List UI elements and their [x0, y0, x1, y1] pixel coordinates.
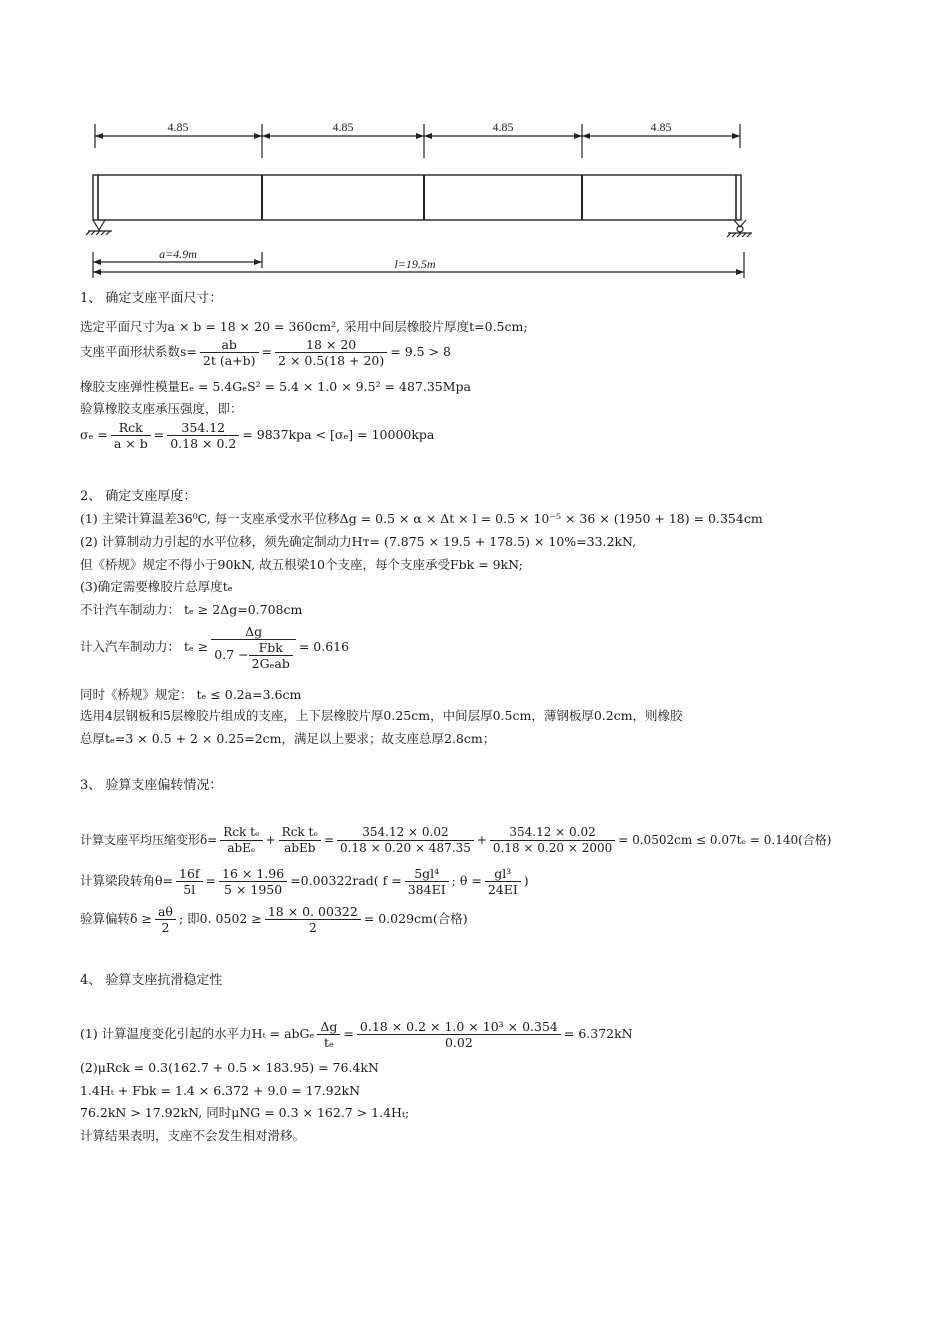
span-label-1: 4.85	[167, 120, 189, 134]
fraction: $\frac{a\theta}{2}$	[155, 904, 176, 935]
s2-line-4: (3)确定需要橡胶片总厚度tₑ	[80, 579, 233, 594]
fraction: $\frac{18 \times 0. 00322}{2}$	[265, 904, 361, 935]
s1-line-4: 验算橡胶支座承压强度，即：	[80, 401, 243, 416]
s2-line-3: 但《桥规》规定不得小于90kN, 故五根梁10个支座，每个支座承受Fbk = 9kN;	[80, 557, 523, 572]
fraction: $\frac{16f}{5l}$	[176, 866, 203, 897]
beam-rect	[93, 175, 741, 220]
s1-line-5: σₑ = $\frac{\text{Rck}}{a \times b}$ = $\frac{354.12}{0.18 \times 0.2}$ = 9837kpa < [σₑ] = 10000kpa	[80, 420, 435, 451]
s3-line-1: 计算支座平均压缩变形δ= $\frac{\text{Rck tₑ}}{\text{abEₑ}}$ + $\frac{\text{Rck tₑ}}{\text{abEb}}$ = $\frac{354.12 \times 0.02}{0.18 \times 0.20 \times 487.35}$ + $\frac{354.12 \times 0.02}{0.18 \times 0.20 \times 2000}$ = 0.0502cm ≤ 0.07tₑ = 0.140(合格)	[80, 825, 832, 855]
fraction: $\frac{\text{5gl⁴}}{384EI}$	[405, 866, 449, 897]
s2-line-9: 总厚tₑ=3 × 0.5 + 2 × 0.25=2cm，满足以上要求；故支座总厚2.8cm；	[80, 731, 496, 746]
fraction: $\frac{\text{Rck}}{a \times b}$	[111, 420, 151, 451]
s2-line-5: 不计汽车制动力： tₑ ≥ 2Δg=0.708cm	[80, 602, 303, 617]
fraction: $\frac{\text{Rck tₑ}}{\text{abEb}}$	[279, 825, 321, 856]
fraction: $\frac{354.12 \times 0.02}{0.18 \times 0.20 \times 2000}$	[490, 825, 615, 856]
l-label: l=19.5m	[394, 257, 436, 271]
fraction: Δg 0.7 − $\frac{\text{Fbk}}{\text{2Gₑab}}$	[211, 624, 296, 671]
fraction: $\frac{\text{gl³}}{24EI}$	[485, 866, 521, 897]
s4-line-3: 1.4Hₜ + Fbk = 1.4 × 6.372 + 9.0 = 17.92kN	[80, 1083, 361, 1098]
fraction: $\frac{18 \times 20}{2 \times 0.5(18 + 20)}$	[275, 337, 387, 368]
fraction: $\frac{354.12 \times 0.02}{0.18 \times 0.20 \times 487.35}$	[337, 825, 474, 856]
s3-line-3: 验算偏转δ ≥ $\frac{a\theta}{2}$ ; 即0. 0502 ≥ $\frac{18 \times 0. 00322}{2}$ = 0.029cm(合格)	[80, 904, 468, 935]
section-3-heading: 3、 验算支座偏转情况：	[80, 778, 223, 793]
s2-line-7: 同时《桥规》规定： tₑ ≤ 0.2a=3.6cm	[80, 687, 302, 702]
beam-diagram	[0, 0, 950, 290]
section-1-heading: 1、 确定支座平面尺寸：	[80, 291, 223, 306]
span-label-3: 4.85	[492, 120, 514, 134]
fraction: $\frac{ab}{2t (a+b)}$	[200, 337, 259, 368]
s1-line-2: 支座平面形状系数s= $\frac{ab}{2t (a+b)}$ = $\frac{18 \times 20}{2 \times 0.5(18 + 20)}$ = 9.5 > 8	[80, 337, 451, 368]
fraction: $\frac{\text{Fbk}}{\text{2Gₑab}}$	[249, 640, 293, 671]
s2-line-1: (1) 主梁计算温差36⁰C, 每一支座承受水平位移Δg = 0.5 × α × Δt × l = 0.5 × 10⁻⁵ × 36 × (1950 + 18) = 0.354cm	[80, 511, 763, 526]
fraction: $\frac{16 \times 1.96}{5 \times 1950}$	[219, 866, 287, 897]
s1-line-1: 选定平面尺寸为a × b = 18 × 20 = 360cm², 采用中间层橡胶片厚度t=0.5cm;	[80, 319, 528, 334]
s3-line-2: 计算梁段转角θ= $\frac{16f}{5l}$ = $\frac{16 \times 1.96}{5 \times 1950}$ =0.00322rad( f = $\frac{\text{5gl⁴}}{384EI}$ ; θ = $\frac{\text{gl³}}{24EI}$ )	[80, 866, 529, 897]
span-label-2: 4.85	[332, 120, 354, 134]
s4-line-5: 计算结果表明，支座不会发生相对滑移。	[80, 1128, 306, 1143]
fraction: $\frac{354.12}{0.18 \times 0.2}$	[167, 420, 239, 451]
section-2-heading: 2、 确定支座厚度：	[80, 489, 197, 504]
s4-line-4: 76.2kN > 17.92kN, 同时μNG = 0.3 × 162.7 > 1.4Hₜ;	[80, 1105, 410, 1120]
s2-line-2: (2) 计算制动力引起的水平位移，须先确定制动力Hᴛ= (7.875 × 19.5 + 178.5) × 10%=33.2kN,	[80, 534, 637, 549]
a-label: a=4.9m	[159, 247, 197, 261]
s2-line-6: 计入汽车制动力： tₑ ≥ Δg 0.7 − $\frac{\text{Fbk}}{\text{2Gₑab}}$ = 0.616	[80, 624, 350, 671]
fraction: $\frac{\Delta g}{\text{tₑ}}$	[317, 1019, 340, 1050]
s4-line-1: (1) 计算温度变化引起的水平力Hₜ = abGₑ $\frac{\Delta g}{\text{tₑ}}$ = $\frac{\text{0.18 × 0.2 × 1.0 × 10³ × 0.354}}{0.02}$ = 6.372kN	[80, 1019, 633, 1050]
fraction: $\frac{\text{0.18 × 0.2 × 1.0 × 10³ × 0.354}}{0.02}$	[357, 1019, 561, 1050]
span-label-4: 4.85	[650, 120, 672, 134]
section-4-heading: 4、 验算支座抗滑稳定性	[80, 973, 223, 988]
s4-line-2: (2)μRck = 0.3(162.7 + 0.5 × 183.95) = 76.4kN	[80, 1060, 379, 1075]
s1-line-3: 橡胶支座弹性模量Eₑ = 5.4GₑS² = 5.4 × 1.0 × 9.5² = 487.35Mpa	[80, 379, 471, 394]
fraction: $\frac{\text{Rck tₑ}}{\text{abEₑ}}$	[220, 825, 262, 856]
s2-line-8: 选用4层钢板和5层橡胶片组成的支座，上下层橡胶片厚0.25cm，中间层厚0.5cm，薄钢板厚0.2cm，则橡胶	[80, 708, 683, 723]
